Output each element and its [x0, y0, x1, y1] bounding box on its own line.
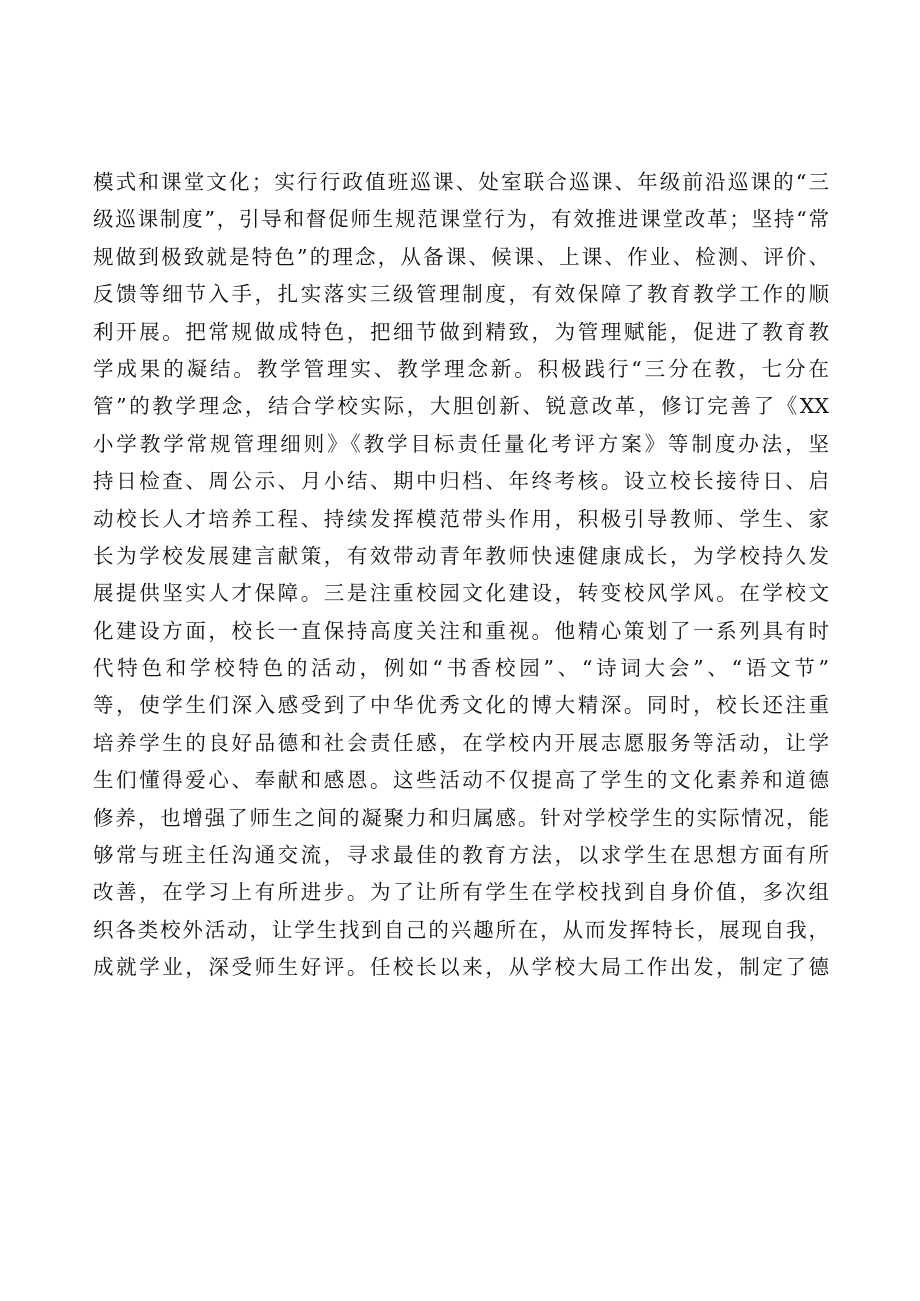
text-line-16: 培养学生的良好品德和社会责任感，在学校内开展志愿服务等活动，让学 — [93, 730, 829, 755]
text-line-3: 规做到极致就是特色”的理念，从备课、候课、上课、作业、检测、评价、 — [93, 244, 829, 269]
text-line-9: 持日检查、周公示、月小结、期中归档、年终考核。设立校长接待日、启 — [93, 469, 829, 494]
text-line-18: 修养，也增强了师生之间的凝聚力和归属感。针对学校学生的实际情况，能 — [93, 805, 829, 830]
text-line-10: 动校长人才培养工程、持续发挥模范带头作用，积极引导教师、学生、家 — [93, 506, 829, 531]
text-line-2: 级巡课制度”，引导和督促师生规范课堂行为，有效推进课堂改革；坚持“常 — [93, 207, 829, 232]
body-paragraph — [93, 164, 829, 987]
text-line-15: 等，使学生们深入感受到了中华优秀文化的博大精深。同时，校长还注重 — [93, 693, 829, 718]
text-line-1: 模式和课堂文化；实行行政值班巡课、处室联合巡课、年级前沿巡课的“三 — [93, 170, 829, 194]
text-line-17: 生们懂得爱心、奉献和感恩。这些活动不仅提高了学生的文化素养和道德 — [93, 768, 829, 793]
text-line-5: 利开展。把常规做成特色，把细节做到精致，为管理赋能，促进了教育教 — [93, 319, 829, 344]
text-line-21: 织各类校外活动，让学生找到自己的兴趣所在，从而发挥特长，展现自我， — [93, 917, 829, 942]
text-line-22: 成就学业，深受师生好评。任校长以来，从学校大局工作出发，制定了德 — [93, 955, 829, 980]
text-line-13: 化建设方面，校长一直保持高度关注和重视。他精心策划了一系列具有时 — [93, 618, 829, 643]
text-line-20: 改善，在学习上有所进步。为了让所有学生在学校找到自身价值，多次组 — [93, 880, 829, 905]
text-line-8: 小学教学常规管理细则》《教学目标责任量化考评方案》等制度办法，坚 — [93, 431, 829, 456]
text-line-6: 学成果的凝结。教学管理实、教学理念新。积极践行“三分在教，七分在 — [93, 356, 829, 381]
text-line-4: 反馈等细节入手，扎实落实三级管理制度，有效保障了教育教学工作的顺 — [93, 282, 829, 307]
text-line-12: 展提供坚实人才保障。三是注重校园文化建设，转变校风学风。在学校文 — [93, 581, 829, 606]
text-line-19: 够常与班主任沟通交流，寻求最佳的教育方法，以求学生在思想方面有所 — [93, 843, 829, 868]
text-line-14: 代特色和学校特色的活动，例如“书香校园”、“诗词大会”、“语文节” — [93, 656, 829, 681]
text-line-11: 长为学校发展建言献策，有效带动青年教师快速健康成长，为学校持久发 — [93, 543, 829, 568]
text-line-7: 管”的教学理念，结合学校实际，大胆创新、锐意改革，修订完善了《XX — [93, 394, 829, 419]
